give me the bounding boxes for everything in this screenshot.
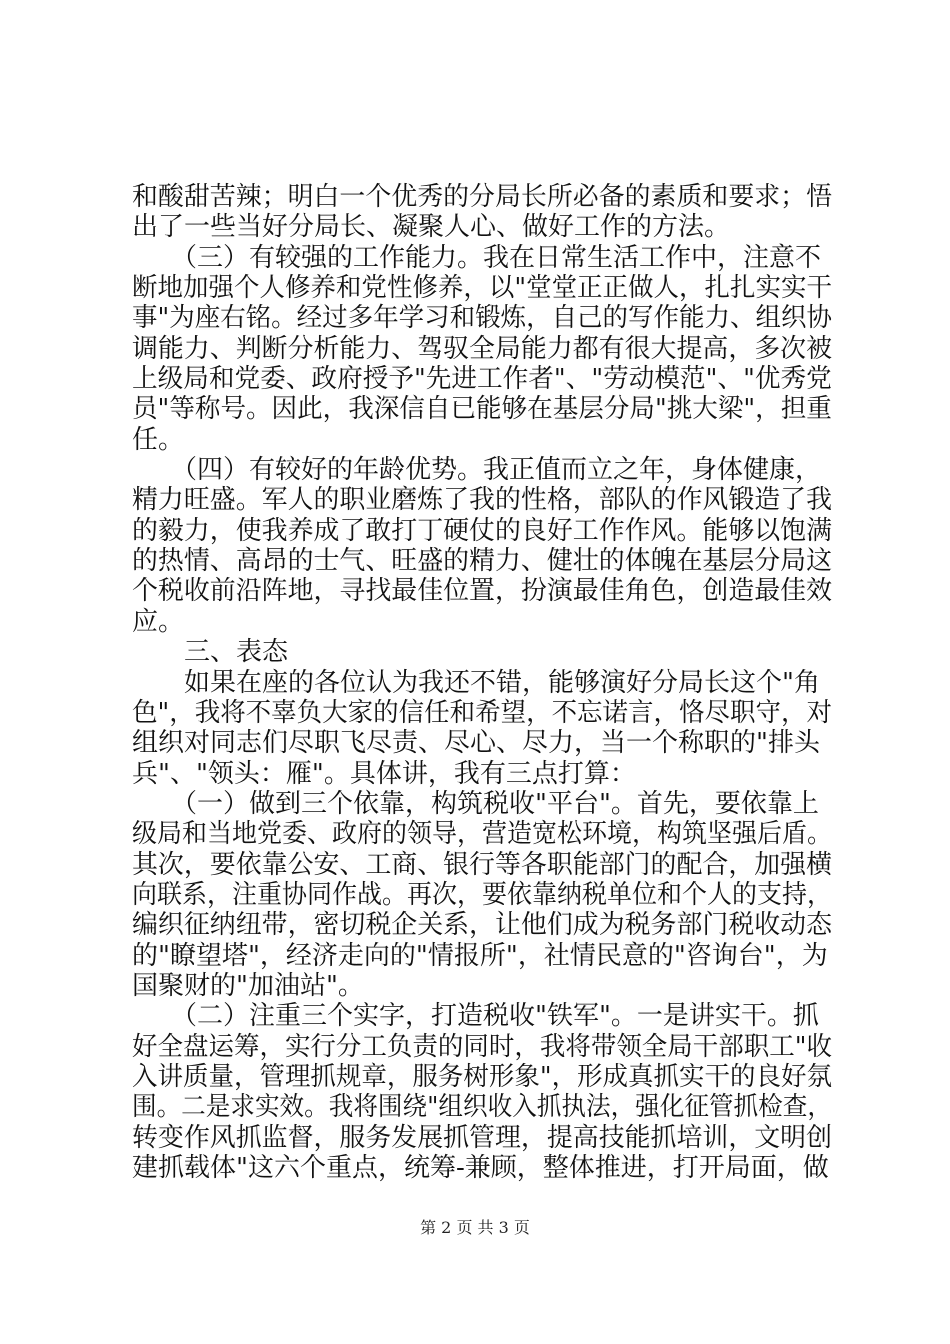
text-line: 三、表态 bbox=[132, 637, 289, 668]
text-line: 的毅力，使我养成了敢打丁硬仗的良好工作作风。能够以饱满 bbox=[132, 515, 833, 546]
text-line: （二）注重三个实字，打造税收"铁军"。一是讲实干。抓 bbox=[132, 1001, 819, 1032]
text-line: 如果在座的各位认为我还不错，能够演好分局长这个"角 bbox=[132, 667, 820, 698]
text-line: 好全盘运筹，实行分工负责的同时，我将带领全局干部职工"收 bbox=[132, 1031, 832, 1062]
text-line: 编织征纳纽带，密切税企关系，让他们成为税务部门税收动态 bbox=[132, 910, 833, 941]
text-line: 的热情、高昂的士气、旺盛的精力、健壮的体魄在基层分局这 bbox=[132, 546, 833, 577]
text-line: 员"等称号。因此，我深信自已能够在基层分局"挑大梁"，担重 bbox=[132, 394, 832, 425]
page-footer: 第 2 页 共 3 页 bbox=[420, 1218, 530, 1237]
text-line: （三）有较强的工作能力。我在日常生活工作中，注意不 bbox=[132, 242, 822, 273]
text-line: 建抓载体"这六个重点，统筹-兼顾，整体推进，打开局面，做 bbox=[132, 1153, 829, 1183]
text-line: 色"，我将不辜负大家的信任和希望，不忘诺言，恪尽职守，对 bbox=[132, 697, 832, 728]
text-line: 向联系，注重协同作战。再次，要依靠纳税单位和个人的支持， bbox=[132, 879, 832, 910]
text-line: 精力旺盛。军人的职业磨炼了我的性格，部队的作风锻造了我 bbox=[132, 485, 833, 516]
document-body bbox=[132, 182, 832, 1183]
text-line: 围。二是求实效。我将围绕"组织收入抓执法，强化征管抓检查， bbox=[132, 1092, 832, 1123]
text-line: 调能力、判断分析能力、驾驭全局能力都有很大提高，多次被 bbox=[132, 333, 833, 364]
text-line: （四）有较好的年龄优势。我正值而立之年，身体健康， bbox=[132, 455, 822, 486]
text-line: 国聚财的"加油站"。 bbox=[132, 970, 364, 1001]
text-line: 个税收前沿阵地，寻找最佳位置，扮演最佳角色，创造最佳效 bbox=[132, 576, 833, 607]
text-line: 入讲质量，管理抓规章，服务树形象"，形成真抓实干的良好氛 bbox=[132, 1061, 832, 1092]
text-line: 上级局和党委、政府授予"先进工作者"、"劳动模范"、"优秀党 bbox=[132, 364, 832, 395]
text-line: 事"为座右铭。经过多年学习和锻炼，自己的写作能力、组织协 bbox=[132, 303, 832, 334]
text-line: （一）做到三个依靠，构筑税收"平台"。首先，要依靠上 bbox=[132, 788, 819, 819]
text-line: 断地加强个人修养和党性修养，以"堂堂正正做人，扎扎实实干 bbox=[132, 273, 832, 304]
text-line: 组织对同志们尽职飞尽责、尽心、尽力，当一个称职的"排头 bbox=[132, 728, 820, 759]
text-line: 兵"、"领头：雁"。具体讲，我有三点打算： bbox=[132, 758, 636, 789]
text-line: 应。 bbox=[132, 606, 185, 637]
text-line: 级局和当地党委、政府的领导，营造宽松环境，构筑坚强后盾。 bbox=[132, 819, 832, 850]
text-line: 的"瞭望塔"，经济走向的"情报所"，社情民意的"咨询台"，为 bbox=[132, 940, 828, 971]
text-line: 任。 bbox=[132, 424, 185, 455]
text-line: 转变作风抓监督，服务发展抓管理，提高技能抓培训，文明创 bbox=[132, 1122, 833, 1153]
text-line: 和酸甜苦辣；明白一个优秀的分局长所必备的素质和要求；悟 bbox=[132, 182, 833, 212]
text-line: 出了一些当好分局长、凝聚人心、做好工作的方法。 bbox=[132, 212, 731, 243]
text-line: 其次，要依靠公安、工商、银行等各职能部门的配合，加强横 bbox=[132, 849, 833, 880]
